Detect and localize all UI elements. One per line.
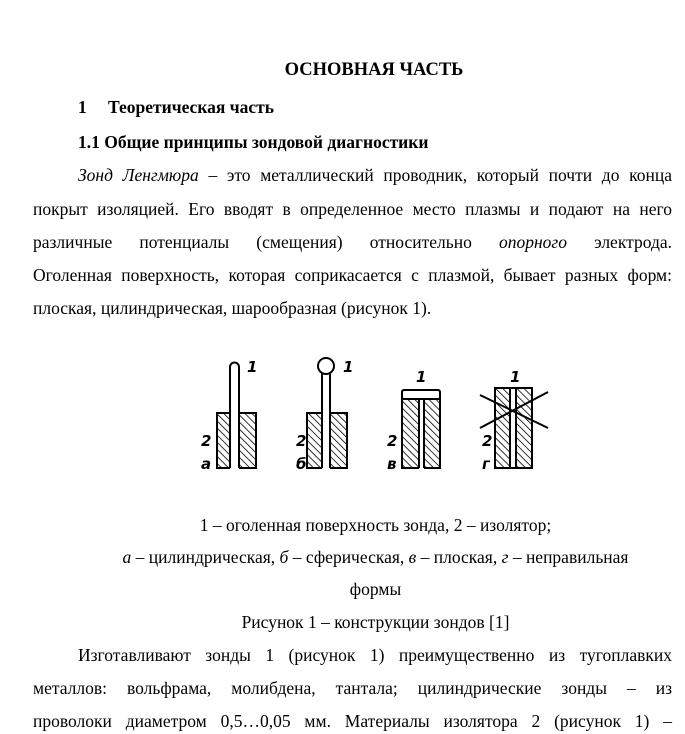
label-1: 1 bbox=[343, 358, 354, 376]
text: – сферическая, bbox=[288, 547, 409, 567]
letter-a: а bbox=[201, 455, 212, 473]
label-2: 2 bbox=[387, 432, 398, 450]
text: – цилиндрическая, bbox=[131, 547, 280, 567]
section-title: Теоретическая часть bbox=[108, 97, 274, 117]
caption-legend: 1 – оголенная поверхность зонда, 2 – изолятор; bbox=[199, 515, 552, 535]
probe-cylindrical bbox=[217, 363, 256, 470]
probe-figure bbox=[190, 345, 570, 485]
letter: б bbox=[279, 547, 289, 567]
subsection-title: 1.1 Общие принципы зондовой диагностики bbox=[78, 132, 429, 152]
text-line: Изготавливают зонды 1 (рисунок 1) преимущественно из тугоплавких bbox=[78, 645, 672, 665]
probe-irregular bbox=[480, 388, 548, 468]
label-1: 1 bbox=[247, 358, 258, 376]
section-number: 1 bbox=[78, 97, 87, 117]
label-2: 2 bbox=[201, 432, 212, 450]
page-title: ОСНОВНАЯ ЧАСТЬ bbox=[284, 60, 464, 80]
text-line: плоская, цилиндрическая, шарообразная (рисунок 1). bbox=[33, 298, 432, 318]
caption-shapes-end: формы bbox=[349, 579, 402, 599]
letter-b: б bbox=[296, 455, 307, 473]
text-line bbox=[78, 165, 672, 186]
text: различные потенциалы (смещения) относительно bbox=[33, 232, 499, 252]
label-1: 1 bbox=[416, 368, 427, 386]
text-line bbox=[33, 232, 672, 253]
text: – это металлический проводник, который почти до конца bbox=[198, 165, 672, 185]
probe-spherical bbox=[307, 358, 347, 469]
letter: а bbox=[122, 547, 132, 567]
figure-title: Рисунок 1 – конструкции зондов [1] bbox=[241, 612, 510, 632]
caption-shapes bbox=[33, 547, 685, 568]
probe-flat bbox=[402, 390, 440, 469]
letter-g: г bbox=[482, 455, 490, 473]
text: – неправильная bbox=[508, 547, 629, 567]
term-langmuir-probe: Зонд Ленгмюра bbox=[78, 165, 199, 185]
text-line: Оголенная поверхность, которая соприкасается с плазмой, бывает разных форм: bbox=[33, 265, 672, 285]
letter: в bbox=[408, 547, 417, 567]
label-1: 1 bbox=[510, 368, 521, 386]
letter: г bbox=[501, 547, 509, 567]
text-line: металлов: вольфрама, молибдена, тантала; цилиндрические зонды – из bbox=[33, 678, 672, 698]
text-line: покрыт изоляцией. Его вводят в определенное место плазмы и подают на него bbox=[33, 199, 672, 219]
label-2: 2 bbox=[296, 432, 307, 450]
text-line: проволоки диаметром 0,5…0,05 мм. Материалы изолятора 2 (рисунок 1) – bbox=[33, 711, 672, 731]
label-2: 2 bbox=[482, 432, 493, 450]
text: – плоская, bbox=[416, 547, 502, 567]
text: электрода. bbox=[566, 232, 672, 252]
term-reference: опорного bbox=[498, 232, 567, 252]
letter-v: в bbox=[387, 455, 397, 473]
